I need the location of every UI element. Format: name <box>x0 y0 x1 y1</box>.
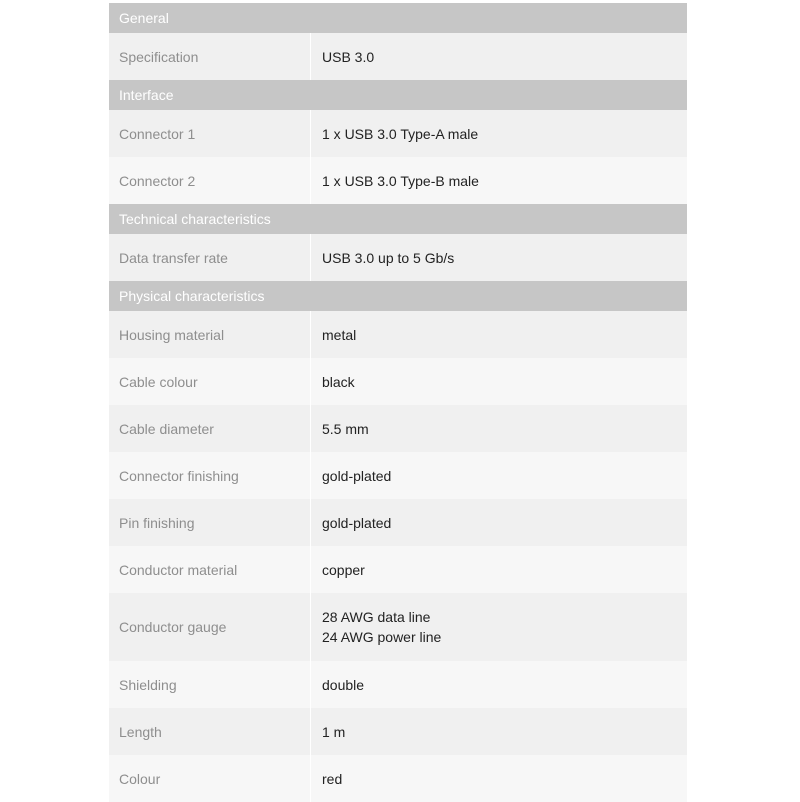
spec-value-line: copper <box>322 561 365 578</box>
spec-row-colour <box>109 755 687 802</box>
spec-row-connector-2 <box>109 157 687 204</box>
spec-value <box>311 311 687 358</box>
spec-label: Data transfer rate <box>109 234 311 281</box>
spec-value <box>311 755 687 802</box>
spec-value <box>311 405 687 452</box>
spec-value-line: gold-plated <box>322 514 392 531</box>
spec-value <box>311 110 687 157</box>
spec-label: Connector finishing <box>109 452 311 499</box>
spec-row-data-transfer-rate <box>109 234 687 281</box>
spec-label: Colour <box>109 755 311 802</box>
spec-value-line: 24 AWG power line <box>322 629 442 645</box>
spec-label: Cable colour <box>109 358 311 405</box>
spec-value-line: black <box>322 373 355 390</box>
spec-row-specification <box>109 33 687 80</box>
spec-label: Housing material <box>109 311 311 358</box>
section-header-general: General <box>109 3 687 33</box>
section-header-technical: Technical characteristics <box>109 204 687 234</box>
spec-row-connector-finishing <box>109 452 687 499</box>
spec-value-line: metal <box>322 326 357 343</box>
spec-row-conductor-gauge <box>109 593 687 661</box>
spec-label: Pin finishing <box>109 499 311 546</box>
spec-value <box>311 661 687 708</box>
spec-row-shielding <box>109 661 687 708</box>
spec-value-line: 1 m <box>322 723 346 740</box>
spec-row-connector-1 <box>109 110 687 157</box>
spec-row-length <box>109 708 687 755</box>
spec-label: Cable diameter <box>109 405 311 452</box>
spec-value <box>311 234 687 281</box>
spec-row-cable-colour <box>109 358 687 405</box>
spec-label: Length <box>109 708 311 755</box>
spec-row-pin-finishing <box>109 499 687 546</box>
spec-label: Shielding <box>109 661 311 708</box>
spec-value <box>311 452 687 499</box>
spec-label: Connector 1 <box>109 110 311 157</box>
spec-label: Connector 2 <box>109 157 311 204</box>
spec-label: Specification <box>109 33 311 80</box>
spec-row-housing-material <box>109 311 687 358</box>
section-header-physical: Physical characteristics <box>109 281 687 311</box>
spec-value-line: 1 x USB 3.0 Type-A male <box>322 125 479 142</box>
spec-value <box>311 358 687 405</box>
spec-value <box>311 546 687 593</box>
spec-value-line: USB 3.0 up to 5 Gb/s <box>322 249 455 266</box>
spec-value <box>311 593 687 661</box>
spec-row-cable-diameter <box>109 405 687 452</box>
spec-table <box>109 3 687 802</box>
section-header-interface: Interface <box>109 80 687 110</box>
spec-value <box>311 157 687 204</box>
spec-value-line: 1 x USB 3.0 Type-B male <box>322 172 479 189</box>
spec-value <box>311 499 687 546</box>
spec-label: Conductor gauge <box>109 593 311 661</box>
spec-label: Conductor material <box>109 546 311 593</box>
spec-value-line: double <box>322 676 365 693</box>
spec-value <box>311 33 687 80</box>
spec-row-conductor-material <box>109 546 687 593</box>
spec-value <box>311 708 687 755</box>
spec-value-line: 5.5 mm <box>322 420 369 437</box>
spec-value-line: 28 AWG data line <box>322 609 431 625</box>
spec-value-line: gold-plated <box>322 467 392 484</box>
spec-value-line: USB 3.0 <box>322 48 375 65</box>
spec-value-line: red <box>322 770 343 787</box>
